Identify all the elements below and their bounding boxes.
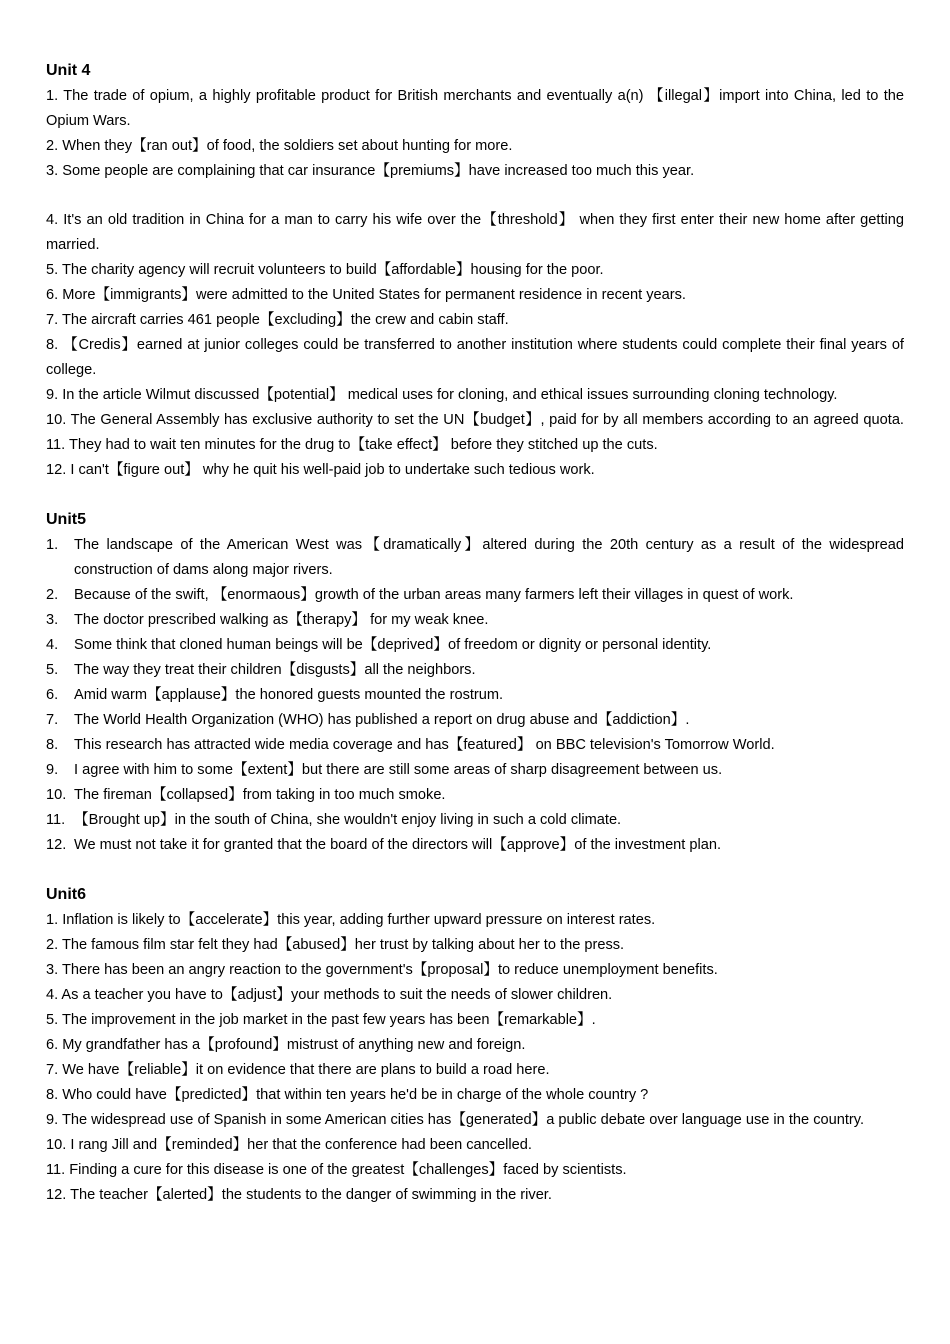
list-item [46,733,904,758]
document-page [46,58,904,1208]
item-text: The World Health Organization (WHO) has published a report on drug abuse and【addiction】. [74,712,690,728]
spacer [46,184,904,208]
unit4-item-6: 6. More【immigrants】were admitted to the United States for permanent residence in recent years. [46,287,686,303]
item-text: Some think that cloned human beings will be【deprived】of freedom or dignity or personal identity. [74,637,712,653]
unit6-item-10: 10. I rang Jill and【reminded】her that the conference had been cancelled. [46,1137,532,1153]
item-text: The doctor prescribed walking as【therapy】 for my weak knee. [74,612,489,628]
list-item [46,833,904,858]
unit6-item-2: 2. The famous film star felt they had【abused】her trust by talking about her to the press. [46,937,625,953]
unit5-heading: Unit5 [46,511,86,528]
item-text: Because of the swift, 【enormaous】growth of the urban areas many farmers left their villages in quest of work. [74,587,794,603]
unit6-item-1: 1. Inflation is likely to【accelerate】this year, adding further upward pressure on interest rates. [46,912,656,928]
item-number: 7. [46,712,59,728]
unit6-item-3: 3. There has been an angry reaction to the government's【proposal】to reduce unemployment benefits. [46,962,718,978]
list-item [46,533,904,583]
item-number: 1. [46,537,59,553]
item-text: 【Brought up】in the south of China, she wouldn't enjoy living in such a cold climate. [74,812,622,828]
unit6-item-9: 9. The widespread use of Spanish in some American cities has【generated】a public debate over language use in the country. [46,1112,865,1128]
unit6-item-6: 6. My grandfather has a【profound】mistrust of anything new and foreign. [46,1037,526,1053]
list-item [46,658,904,683]
unit6-item-11: 11. Finding a cure for this disease is one of the greatest【challenges】faced by scientists. [46,1162,627,1178]
item-number: 5. [46,662,59,678]
item-number: 10. [46,787,67,803]
item-text: The fireman【collapsed】from taking in too much smoke. [74,787,446,803]
unit4-item-4: 4. It's an old tradition in China for a man to carry his wife over the【threshold】 when they first enter their new home after getting married. [46,212,904,253]
spacer [46,483,904,507]
item-number: 9. [46,762,59,778]
list-item [46,708,904,733]
unit4-item-5: 5. The charity agency will recruit volunteers to build【affordable】housing for the poor. [46,262,604,278]
item-text: The landscape of the American West was【dramatically】altered during the 20th century as a result of the widespread construction of dams along major rivers. [74,537,904,578]
item-number: 11. [46,812,66,828]
list-item [46,633,904,658]
list-item [46,783,904,808]
item-number: 3. [46,612,59,628]
unit4-item-8: 8. 【Credis】earned at junior colleges could be transferred to another institution where students could complete their final years of college. [46,337,904,378]
unit4-item-10: 10. The General Assembly has exclusive authority to set the UN【budget】, paid for by all members according to an agreed quota. 11. They had to wait ten minutes for the drug to【take effect】 before they stitched up the cuts. [46,412,904,453]
unit6-item-8: 8. Who could have【predicted】that within ten years he'd be in charge of the whole country ? [46,1087,649,1103]
unit4-item-7: 7. The aircraft carries 461 people【excluding】the crew and cabin staff. [46,312,509,328]
item-text: Amid warm【applause】the honored guests mounted the rostrum. [74,687,504,703]
list-item [46,583,904,608]
unit4-item-3: 3. Some people are complaining that car insurance【premiums】have increased too much this year. [46,163,695,179]
item-number: 12. [46,837,67,853]
spacer [46,858,904,882]
unit6-item-5: 5. The improvement in the job market in the past few years has been【remarkable】. [46,1012,596,1028]
unit4-item-12: 12. I can't【figure out】 why he quit his well-paid job to undertake such tedious work. [46,462,595,478]
unit4-item-9: 9. In the article Wilmut discussed【potential】 medical uses for cloning, and ethical issues surrounding cloning technology. [46,387,838,403]
item-number: 8. [46,737,59,753]
unit5-list [46,533,904,858]
unit4-item-1: 1. The trade of opium, a highly profitable product for British merchants and eventually a(n) 【illegal】import into China, led to the Opium Wars. [46,88,904,129]
list-item [46,808,904,833]
item-text: I agree with him to some【extent】but there are still some areas of sharp disagreement between us. [74,762,723,778]
unit6-item-12: 12. The teacher【alerted】the students to the danger of swimming in the river. [46,1187,552,1203]
unit4-item-2: 2. When they【ran out】of food, the soldiers set about hunting for more. [46,138,513,154]
list-item [46,683,904,708]
item-number: 4. [46,637,59,653]
item-text: The way they treat their children【disgusts】all the neighbors. [74,662,476,678]
item-number: 6. [46,687,59,703]
list-item [46,758,904,783]
unit6-item-7: 7. We have【reliable】it on evidence that there are plans to build a road here. [46,1062,550,1078]
unit6-item-4: 4. As a teacher you have to【adjust】your methods to suit the needs of slower children. [46,987,613,1003]
unit6-heading: Unit6 [46,886,86,903]
item-number: 2. [46,587,59,603]
unit4-heading: Unit 4 [46,62,91,79]
item-text: This research has attracted wide media coverage and has【featured】 on BBC television's Tomorrow World. [74,737,775,753]
list-item [46,608,904,633]
item-text: We must not take it for granted that the board of the directors will【approve】of the investment plan. [74,837,722,853]
